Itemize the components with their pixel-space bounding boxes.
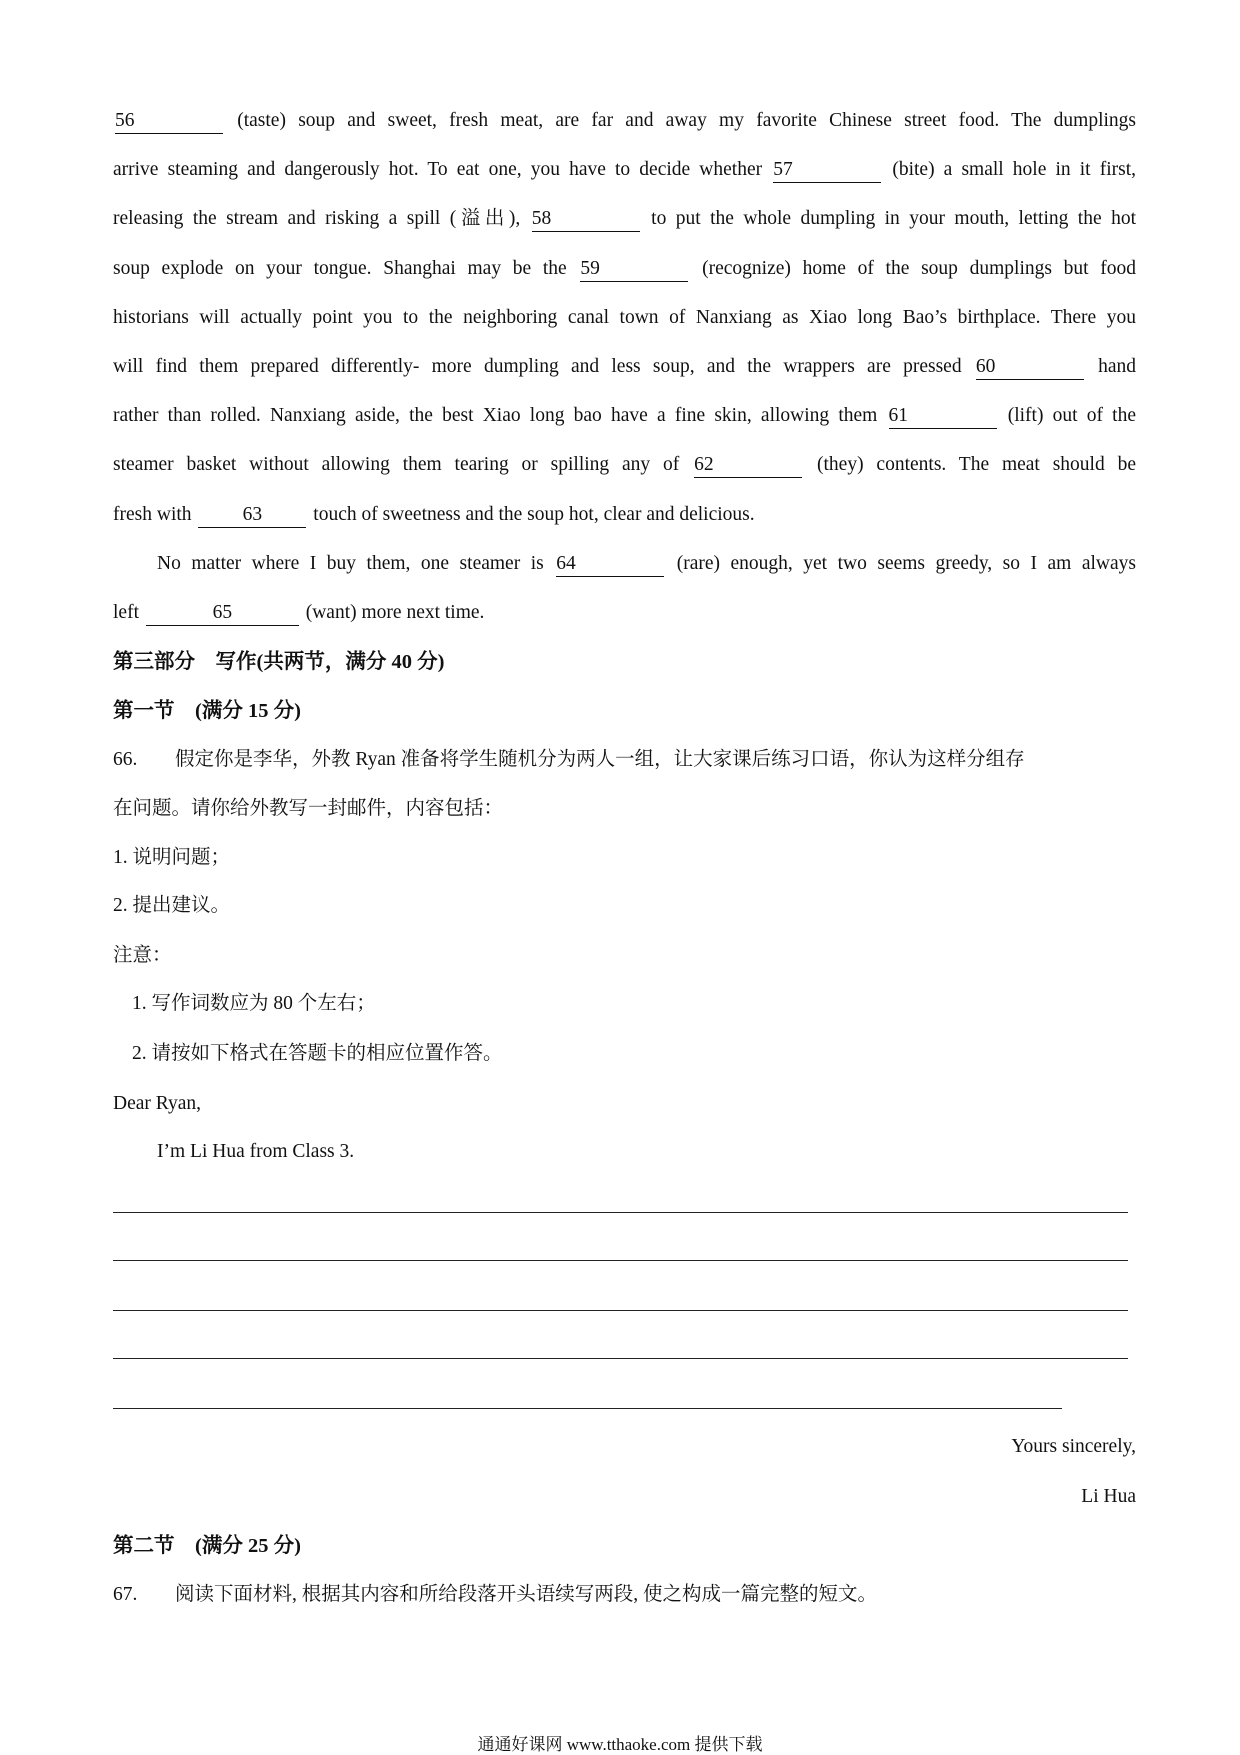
passage-text: soup explode on your tongue. Shanghai may be the — [113, 257, 579, 279]
section2-heading: 第二节 (满分 25 分) — [113, 1535, 301, 1557]
passage-line — [113, 303, 1136, 333]
letter-greeting: Dear Ryan, — [113, 1093, 202, 1114]
writing-line — [113, 1260, 1128, 1261]
passage-line — [113, 352, 1136, 382]
passage-text: (lift) out of the — [998, 405, 1137, 427]
question-67 — [113, 1580, 1136, 1610]
passage-text: to put the whole dumpling in your mouth, letting the hot — [641, 208, 1136, 230]
passage-line — [113, 598, 1136, 628]
question-text: 假定你是李华，外教 Ryan 准备将学生随机分为两人一组，让大家课后练习口语，你认为这样分组存 — [175, 749, 1025, 770]
passage-text: touch of sweetness and the soup hot, clear and delicious. — [308, 503, 755, 525]
passage-text: (want) more next time. — [300, 602, 485, 623]
blank-63: 63 — [198, 503, 306, 528]
passage-text: No matter where I buy them, one steamer is — [157, 552, 555, 574]
passage-text: arrive steaming and dangerously hot. To eat one, you have to decide whether — [113, 159, 772, 181]
question-text: 阅读下面材料, 根据其内容和所给段落开头语续写两段, 使之构成一篇完整的短文。 — [175, 1584, 878, 1605]
question-66 — [113, 745, 1136, 775]
passage-line — [113, 106, 1136, 136]
blank-61: 61 — [889, 404, 997, 429]
passage-text: hand — [1085, 356, 1137, 377]
passage-text: (taste) soup and sweet, fresh meat, are far and away my favorite Chinese street food. The dumplings — [225, 110, 1136, 131]
letter-closing: Yours sincerely, — [1011, 1436, 1136, 1457]
blank-57: 57 — [773, 158, 881, 183]
passage-text: left — [113, 602, 144, 623]
point-2: 2. 提出建议。 — [113, 895, 231, 916]
part3-heading: 第三部分 写作(共两节，满分 40 分) — [113, 651, 445, 673]
passage-line — [113, 401, 1136, 431]
note-label: 注意： — [113, 945, 172, 966]
blank-62: 62 — [694, 453, 802, 478]
passage-text: historians will actually point you to the neighboring canal town of Nanxiang as Xiao long Bao’s birthplace. There you — [113, 306, 1136, 328]
passage-text: (rare) enough, yet two seems greedy, so I am always — [666, 552, 1136, 574]
passage-text: rather than rolled. Nanxiang aside, the best Xiao long bao have a fine skin, allowing them — [113, 405, 887, 427]
passage-text: (bite) a small hole in it first, — [883, 159, 1136, 181]
letter-opening: I’m Li Hua from Class 3. — [157, 1141, 355, 1162]
question-number: 67. — [113, 1584, 138, 1605]
writing-line — [113, 1408, 1062, 1409]
passage-text: fresh with — [113, 503, 197, 525]
passage-line — [113, 450, 1136, 480]
passage-text: (recognize) home of the soup dumplings but food — [690, 257, 1137, 279]
passage-line — [113, 500, 1136, 530]
point-1: 1. 说明问题； — [113, 847, 231, 868]
passage-line — [157, 549, 1136, 579]
passage-text: steamer basket without allowing them tearing or spilling any of — [113, 454, 693, 476]
passage-text: (they) contents. The meat should be — [804, 454, 1136, 476]
passage-text: will find them prepared differently- more dumpling and less soup, and the wrappers are pressed — [113, 356, 974, 377]
passage-text: releasing the stream and risking a spill (溢出), — [113, 208, 530, 230]
question-number: 66. — [113, 749, 138, 770]
writing-line — [113, 1358, 1128, 1359]
writing-line — [113, 1310, 1128, 1311]
section1-heading: 第一节 (满分 15 分) — [113, 700, 301, 722]
blank-59: 59 — [580, 257, 688, 282]
note-1: 1. 写作词数应为 80 个左右； — [132, 993, 376, 1014]
blank-65: 65 — [146, 601, 299, 626]
blank-64: 64 — [556, 552, 664, 577]
passage-line — [113, 254, 1136, 284]
passage-line — [113, 155, 1136, 185]
blank-58: 58 — [532, 207, 640, 232]
page-footer: 通通好课网 www.tthaoke.com 提供下载 — [477, 1735, 763, 1754]
blank-60: 60 — [976, 355, 1084, 380]
writing-line — [113, 1212, 1128, 1213]
passage-line — [113, 204, 1136, 234]
question-66-line2: 在问题。请你给外教写一封邮件，内容包括： — [113, 798, 504, 819]
letter-signature: Li Hua — [1081, 1486, 1136, 1507]
note-2: 2. 请按如下格式在答题卡的相应位置作答。 — [132, 1043, 503, 1064]
blank-56: 56 — [115, 109, 223, 134]
